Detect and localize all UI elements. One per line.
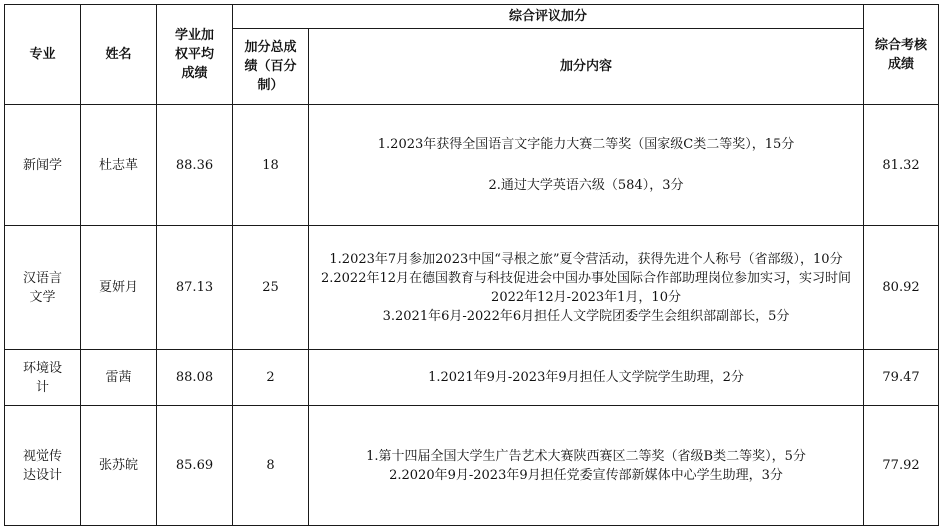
cell-major: 视觉传达设计 <box>5 406 81 526</box>
bonus-item: 1.2021年9月-2023年9月担任人文学院学生助理，2分 <box>428 370 744 385</box>
cell-final-score: 79.47 <box>864 350 939 406</box>
cell-bonus-content <box>309 350 864 406</box>
bonus-item: 1.2023年获得全国语言文字能力大赛二等奖（国家级C类二等奖），15分 <box>377 137 795 152</box>
cell-final-score: 80.92 <box>864 226 939 350</box>
cell-name: 夏妍月 <box>81 226 157 350</box>
bonus-item: 2.2022年12月在德国教育与科技促进会中国办事处国际合作部助理岗位参加实习，实习时间2022年12月-2023年1月，10分 <box>320 270 852 305</box>
header-major: 专业 <box>5 5 81 105</box>
header-bonus-content: 加分内容 <box>309 29 864 105</box>
cell-major: 环境设计 <box>5 350 81 406</box>
cell-bonus-content <box>309 226 864 350</box>
bonus-item: 1.2023年7月参加2023中国“寻根之旅”夏令营活动，获得先进个人称号（省部级），10分 <box>329 251 843 267</box>
score-table <box>4 4 939 526</box>
header-gpa: 学业加权平均成绩 <box>157 5 233 105</box>
cell-name: 雷茜 <box>81 350 157 406</box>
header-evaluation-group: 综合评议加分 <box>233 5 864 29</box>
cell-final-score: 77.92 <box>864 406 939 526</box>
cell-name: 张苏皖 <box>81 406 157 526</box>
bonus-item: 3.2021年6月-2022年6月担任人文学院团委学生会组织部副部长，5分 <box>382 308 790 324</box>
header-bonus-total: 加分总成绩（百分制） <box>233 29 309 105</box>
cell-bonus-total: 18 <box>233 105 309 226</box>
cell-gpa: 85.69 <box>157 406 233 526</box>
cell-bonus-total: 25 <box>233 226 309 350</box>
cell-bonus-total: 8 <box>233 406 309 526</box>
bonus-item: 2.2020年9月-2023年9月担任党委宣传部新媒体中心学生助理，3分 <box>389 467 783 483</box>
cell-major: 汉语言文学 <box>5 226 81 350</box>
cell-final-score: 81.32 <box>864 105 939 226</box>
bonus-item: 1.第十四届全国大学生广告艺术大赛陕西赛区二等奖（省级B类二等奖），5分 <box>366 448 806 464</box>
table-row <box>5 105 939 226</box>
bonus-item: 2.通过大学英语六级（584），3分 <box>488 178 684 193</box>
header-name: 姓名 <box>81 5 157 105</box>
cell-bonus-content <box>309 406 864 526</box>
cell-major: 新闻学 <box>5 105 81 226</box>
cell-bonus-total: 2 <box>233 350 309 406</box>
cell-gpa: 88.36 <box>157 105 233 226</box>
cell-bonus-content <box>309 105 864 226</box>
table-row <box>5 226 939 350</box>
cell-gpa: 87.13 <box>157 226 233 350</box>
table-row <box>5 350 939 406</box>
table-row <box>5 406 939 526</box>
cell-name: 杜志革 <box>81 105 157 226</box>
header-final-score: 综合考核成绩 <box>864 5 939 105</box>
header-row-1 <box>5 5 939 29</box>
cell-gpa: 88.08 <box>157 350 233 406</box>
